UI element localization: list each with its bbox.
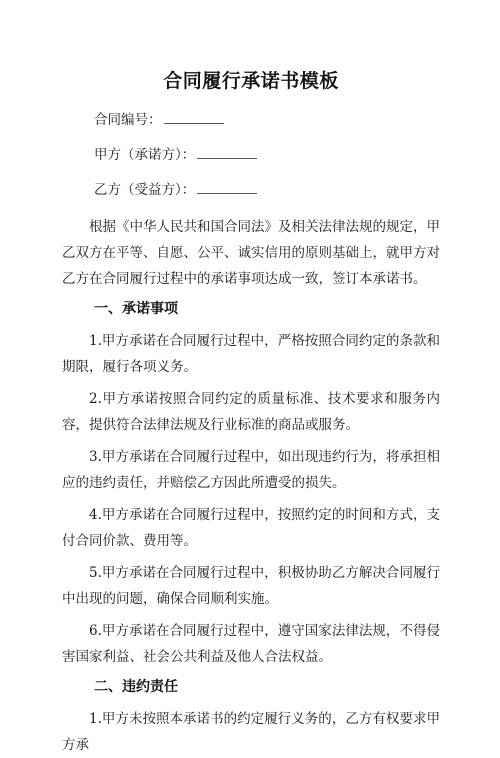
section-heading-commitments: 一、承诺事项: [94, 301, 178, 317]
contract-number-label: 合同编号：: [94, 112, 162, 128]
commitment-item-5: 5.甲方承诺在合同履行过程中，积极协助乙方解决合同履行中出现的问题，确保合同顺利实施。: [62, 565, 440, 607]
commitment-item-1: 1.甲方承诺在合同履行过程中，严格按照合同约定的条款和期限，履行各项义务。: [62, 333, 440, 375]
party-b-label: 乙方（受益方）：: [94, 182, 196, 198]
liability-item-1: 1.甲方未按照本承诺书的约定履行义务的，乙方有权要求甲方承: [62, 711, 440, 753]
intro-paragraph: 根据《中华人民共和国合同法》及相关法律法规的规定，甲乙双方在平等、自愿、公平、诚实信用的原则基础上，就甲方对乙方在合同履行过程中的承诺事项达成一致，签订本承诺书。: [62, 219, 440, 287]
party-a-blank: [197, 144, 257, 159]
commitment-item-3: 3.甲方承诺在合同履行过程中，如出现违约行为，将承担相应的违约责任，并赔偿乙方因此所遭受的损失。: [62, 449, 440, 491]
contract-number-blank: [164, 109, 224, 124]
party-a-label: 甲方（承诺方）：: [94, 147, 196, 163]
section-heading-liability: 二、违约责任: [94, 679, 178, 695]
commitment-item-4: 4.甲方承诺在合同履行过程中，按照约定的时间和方式，支付合同价款、费用等。: [62, 507, 440, 549]
contract-number-line: [94, 109, 440, 130]
party-b-blank: [197, 179, 257, 194]
commitment-item-6: 6.甲方承诺在合同履行过程中，遵守国家法律法规，不得侵害国家利益、社会公共利益及他人合法权益。: [62, 623, 440, 665]
document-title: 合同履行承诺书模板: [163, 70, 339, 92]
commitment-item-2: 2.甲方承诺按照合同约定的质量标准、技术要求和服务内容，提供符合法律法规及行业标准的商品或服务。: [62, 391, 440, 433]
party-a-line: [94, 144, 440, 165]
party-b-line: [94, 179, 440, 200]
